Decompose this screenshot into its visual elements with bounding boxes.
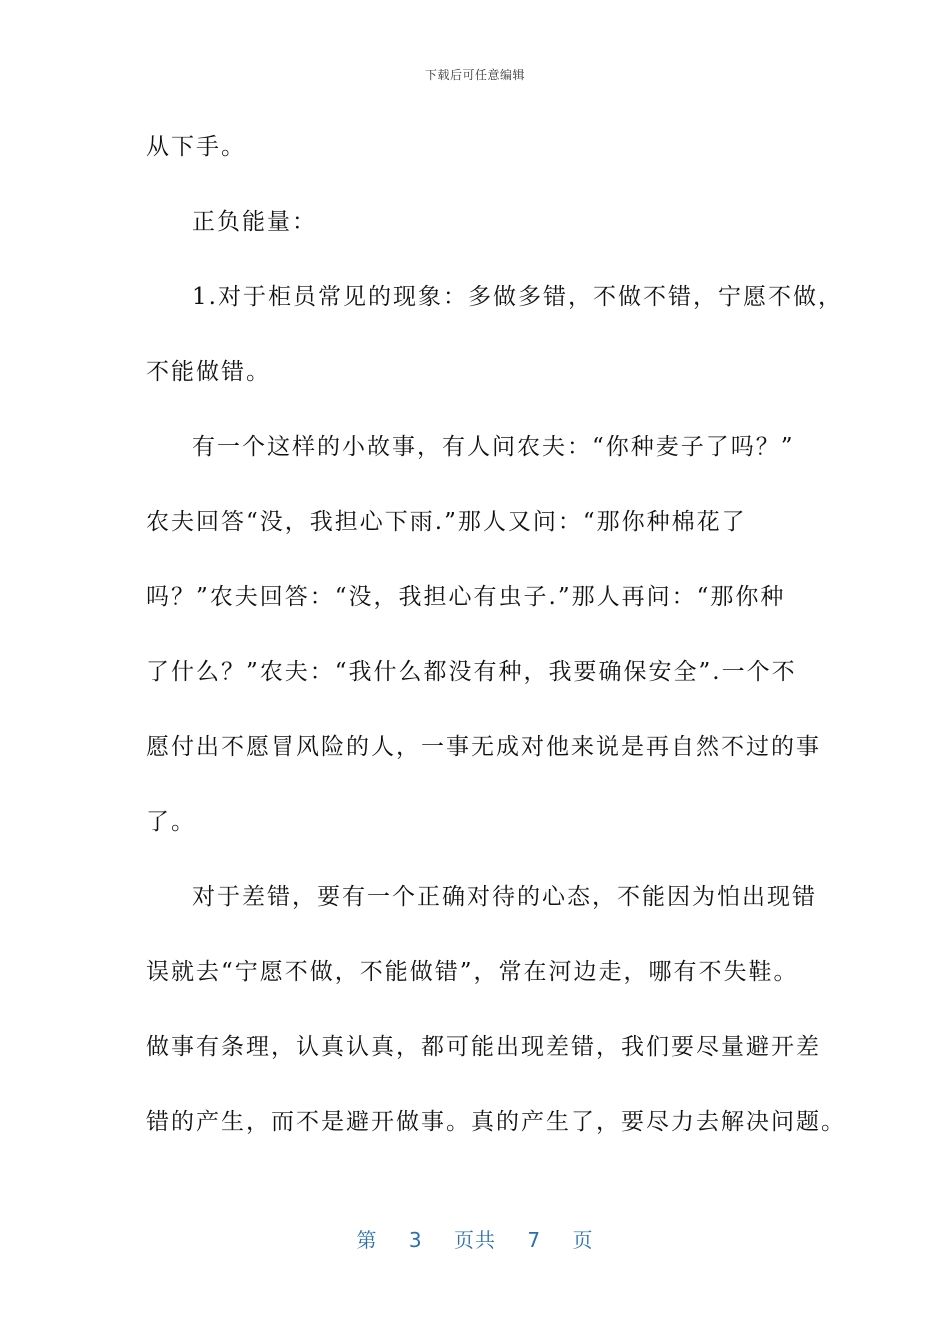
text-line: 了。 (146, 809, 196, 835)
text-line: 不能做错。 (146, 359, 271, 385)
document-body (146, 124, 846, 1174)
text-line: 了什么？”农夫：“我什么都没有种，我要确保安全”.一个不 (146, 659, 797, 685)
text-line: 误就去“宁愿不做，不能做错”，常在河边走，哪有不失鞋。 (146, 959, 799, 985)
text-line: 正负能量： (192, 209, 317, 235)
text-line: 1.对于柜员常见的现象：多做多错，不做不错，宁愿不做， (192, 284, 843, 310)
text-line: 有一个这样的小故事，有人问农夫：“你种麦子了吗？” (192, 434, 795, 460)
text-line: 对于差错，要有一个正确对待的心态，不能因为怕出现错 (192, 884, 817, 910)
text-line: 农夫回答“没，我担心下雨.”那人又问：“那你种棉花了 (146, 509, 747, 535)
text-line: 做事有条理，认真认真，都可能出现差错，我们要尽量避开差 (146, 1034, 821, 1060)
page-header: 下载后可任意编辑 (424, 68, 525, 82)
page-total: 7 (527, 1228, 542, 1252)
text-line: 愿付出不愿冒风险的人，一事无成对他来说是再自然不过的事 (146, 734, 821, 760)
page-footer (0, 1224, 950, 1253)
text-line: 吗？”农夫回答：“没，我担心有虫子.”那人再问：“那你种 (146, 584, 786, 610)
text-line: 从下手。 (146, 134, 246, 160)
page-number: 3 (408, 1228, 423, 1252)
page-prefix: 第 (356, 1228, 378, 1252)
page-middle: 页共 (454, 1228, 496, 1252)
page-suffix: 页 (572, 1228, 594, 1252)
text-line: 错的产生，而不是避开做事。真的产生了，要尽力去解决问题。 (146, 1109, 846, 1135)
